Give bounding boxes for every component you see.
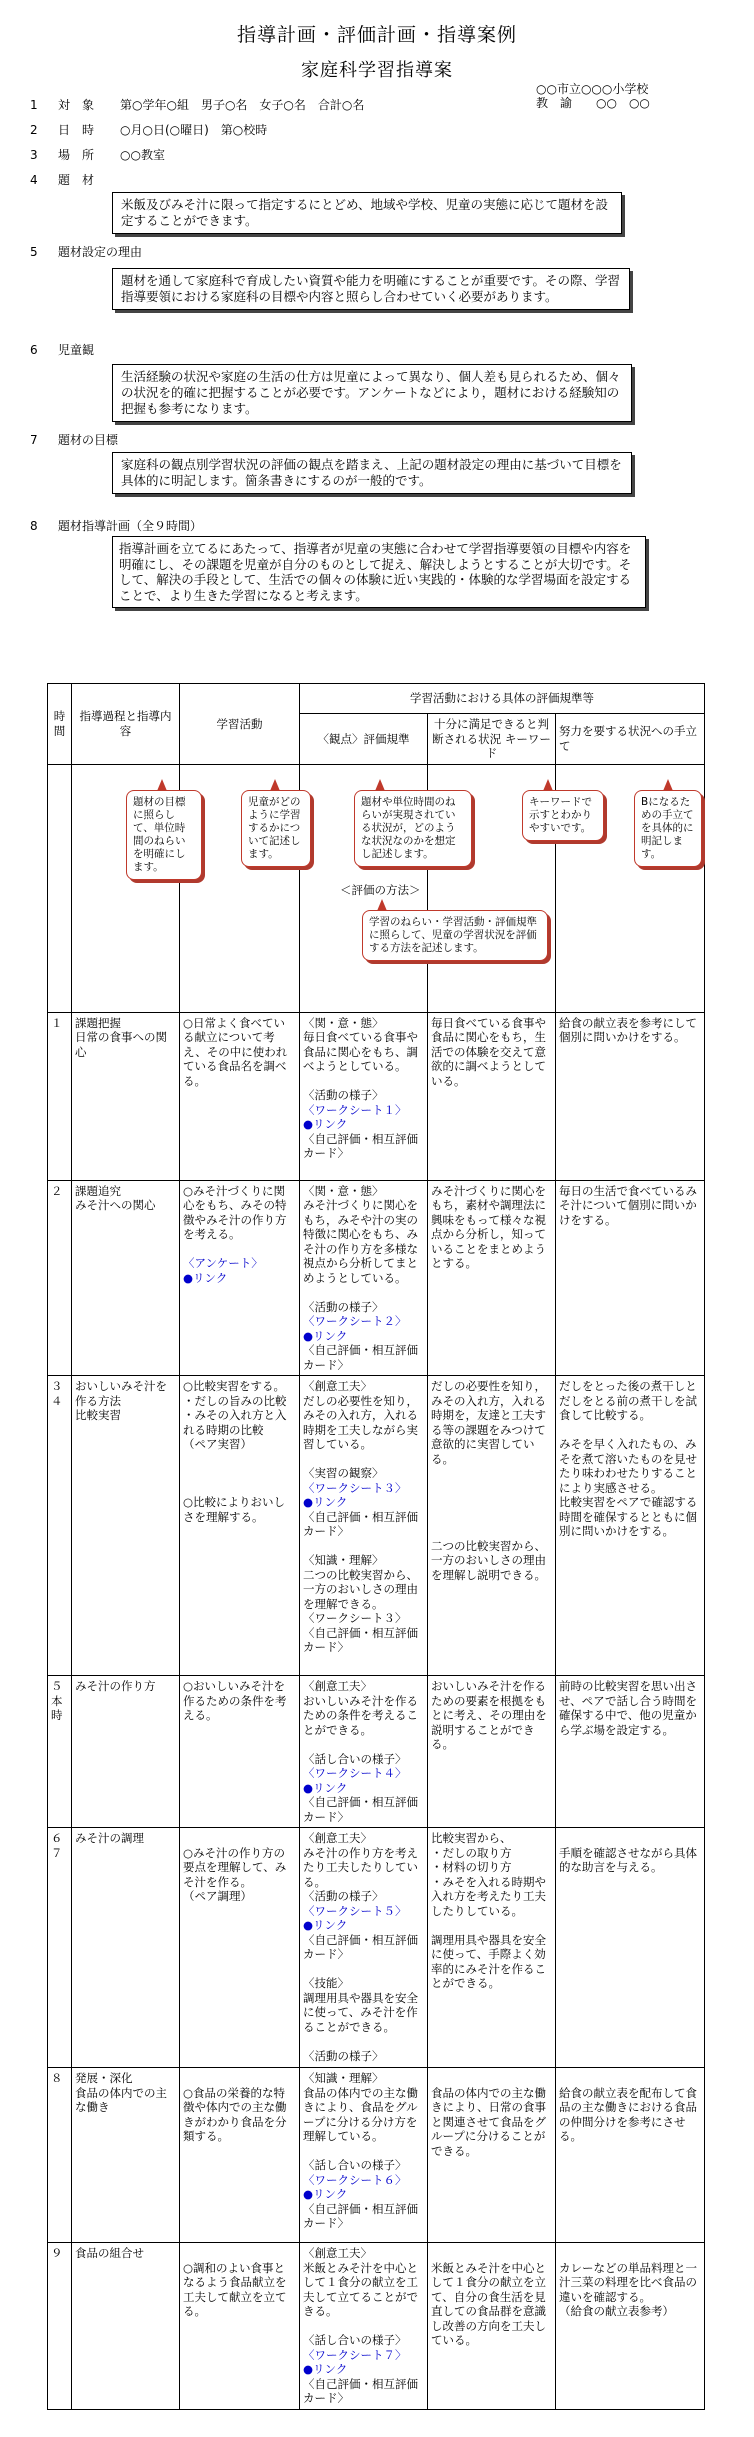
callout-activity: 児童がどのように学習するかについて記述します。 (241, 790, 311, 867)
link-3[interactable]: ● リンク (303, 1495, 424, 1510)
table-row: ３ ４ おいしいみそ汁を作る方法 比較実習 ○比較実習をする。 ・だしの旨みの比較 ・みその入れ方と入れる時期の比較 （ペア実習） ○比較によりおいしさを理解する。 〈創意工夫〉 だしの必要性を知り，みその入れ方，入れる時期を工夫しながら実習している。 〈実習の観察〉 〈ワークシート３〉 ● リンク 〈自己評価・相互評価カード〉 〈知識・理解〉 二つの比較実習から、一方のおいしさの理由を理解できる。 〈ワークシート３〉 〈自己評価・相互評価カード〉 だしの必要性を知り，みその入れ方，入れる時期を，友達と工夫する等の課題をみつけて意欲的に実習している。 二つの比較実習から、一方のおいしさの理由を理解し説明できる。 だしをとった後の煮干しとだしをとる前の煮干しを試食して比較する。 みそを早く入れたもの、みそを煮て溶いたものを見せたり味わわせたりすることにより実感させる。 比較実習をペアで確認する時間を確保するとともに個別に問いかけをする。 (48, 1376, 705, 1676)
link-5[interactable]: ● リンク (303, 1918, 424, 1933)
callout-method: 学習のねらい・学習活動・評価規準に照らして、児童の学習状況を評価する方法を記述します。 (362, 910, 548, 961)
item-plan: 8 題材指導計画（全９時間） (30, 519, 203, 533)
item-subject: 4 題 材 (30, 173, 95, 187)
link-2[interactable]: ● リンク (303, 1329, 424, 1344)
col-criteria: 学習活動における具体の評価規準等 (300, 684, 705, 714)
item-goal: 7 題材の目標 (30, 433, 119, 447)
survey-link[interactable]: 〈アンケート〉 (183, 1256, 263, 1270)
item-children: 6 児童観 (30, 343, 95, 357)
callout-keyword: キーワードで示すとわかりやすいです。 (522, 790, 604, 841)
reason-note-box: 題材を通して家庭科で育成したい資質や能力を明確にすることが重要です。その際、学習指導要領における家庭科の目標や内容と照らし合わせていく必要があります。 (112, 268, 630, 310)
item-target: 1 対 象 第○学年○組 男子○名 女子○名 合計○名 (30, 98, 365, 112)
link-1[interactable]: ● リンク (303, 1117, 424, 1132)
col-time: 時間 (48, 684, 72, 765)
table-row: ５ 本時 みそ汁の作り方 ○おいしいみそ汁を作るための条件を考える。 〈創意工夫〉 おいしいみそ汁を作るための条件を考えることができる。 〈話し合いの様子〉 〈ワークシート４〉 ● リンク 〈自己評価・相互評価カード〉 おいしいみそ汁を作るための要素を根拠をもとに考え、その理由を説明することができる。 前時の比較実習を思い出させ、ペアで話し合う時間を確保する中で、他の児童から学ぶ場を設定する。 (48, 1676, 705, 1828)
page-subtitle: 家庭科学習指導案 (301, 60, 453, 81)
plan-note-box: 指導計画を立てるにあたって、指導者が児童の実態に合わせて学習指導要領の目標や内容を明確にし、その課題を児童が自分のものとして捉え、解決しようとすることが大切です。そして、解決の手段として、生活での個々の体験に近い実践的・体験的な学習場面を設定することで、より生きた学習になると考えます。 (112, 536, 646, 608)
col-effort: 努力を要する状況への手立て (556, 714, 705, 765)
method-label: ＜評価の方法＞ (340, 883, 421, 897)
table-row: ２ 課題追究 みそ汁への関心 ○みそ汁づくりに関心をもち、みその特徴やみそ汁の作り方を考える。 〈アンケート〉 ● リンク 〈関・意・態〉 みそ汁づくりに関心をもち，みそや汁の実の特徴に関心をもち、みそ汁の作り方を多様な視点から分析してまとめようとしている。 〈活動の様子〉 〈ワークシート２〉 ● リンク 〈自己評価・相互評価カード〉 みそ汁づくりに関心をもち，素材や調理法に興味をもって様々な視点から分析し，知っていることをまとめようとする。 毎日の生活で食べているみそ汁について個別に問いかけをする。 (48, 1180, 705, 1376)
callout-goal: 題材の目標に照らして、単位時間のねらいを明確にします。 (126, 790, 202, 880)
link-4[interactable]: ● リンク (303, 1781, 424, 1796)
item-place: 3 場 所 ○○教室 (30, 148, 165, 162)
page-title: 指導計画・評価計画・指導案例 (236, 24, 517, 46)
item-datetime: 2 日 時 ○月○日(○曜日) 第○校時 (30, 123, 268, 137)
item-reason: 5 題材設定の理由 (30, 245, 143, 259)
goal-note-box: 家庭科の観点別学習状況の評価の観点を踏まえ、上記の題材設定の理由に基づいて目標を具体的に明記します。箇条書きにするのが一般的です。 (112, 452, 632, 494)
table-row: １ 課題把握 日常の食事への関心 ○日常よく食べている献立について考え、その中に使われている食品名を調べる。 〈関・意・態〉 毎日食べている食事や食品に関心をもち、調べようとしている。 〈活動の様子〉 〈ワークシート１〉 ● リンク 〈自己評価・相互評価カード〉 毎日食べている食事や食品に関心をもち，生活での体験を交えて意欲的に調べようとしている。 給食の献立表を参考にして個別に問いかけをする。 (48, 1012, 705, 1180)
col-satisfy: 十分に満足できると判断される状況 キーワード (428, 714, 556, 765)
callout-criteria: 題材や単位時間のねらいが実現されている状況が，どのような状況なのかを想定し記述します。 (354, 790, 472, 867)
col-process: 指導過程と指導内容 (72, 684, 180, 765)
col-activity: 学習活動 (180, 684, 300, 765)
link-6[interactable]: ● リンク (303, 2187, 424, 2202)
teacher-name: 教 諭 ○○ ○○ (536, 96, 650, 110)
table-row: ８ 発展・深化 食品の体内での主な働き ○食品の栄養的な特徴や体内での主な働きがわかり食品を分類する。 〈知識・理解〉 食品の体内での主な働きにより、食品をグループに分ける分け方を理解している。 〈話し合いの様子〉 〈ワークシート６〉 ● リンク 〈自己評価・相互評価カード〉 食品の体内での主な働きにより、日常の食事と関連させて食品をグループに分けることができる。 給食の献立表を配布して食品の主な働きにおける食品の仲間分けを参考にさせる。 (48, 2068, 705, 2243)
link-survey[interactable]: ● リンク (183, 1271, 296, 1286)
children-note-box: 生活経験の状況や家庭の生活の仕方は児童によって異なり、個人差も見られるため、個々の状況を的確に把握することが必要です。アンケートなどにより，題材における経験知の把握も参考になります。 (112, 364, 632, 422)
callout-support: Bになるための手立てを具体的に明記します。 (634, 790, 702, 867)
table-row: ６ ７ みそ汁の調理 ○みそ汁の作り方の要点を理解して、みそ汁を作る。 （ペア調理） 〈創意工夫〉 みそ汁の作り方を考えたり工夫したりしている。 〈活動の様子〉 〈ワークシート５〉 ● リンク 〈自己評価・相互評価カード〉 〈技能〉 調理用具や器具を安全に使って、みそ汁を作ることができる。 〈活動の様子〉 比較実習から、 ・だしの取り方 ・材料の切り方 ・みそを入れる時期や入れ方を考えたり工夫したりしている。 調理用具や器具を安全に使って、手際よく効率的にみそ汁を作ることができる。 手順を確認させながら具体的な助言を与える。 (48, 1828, 705, 2068)
subject-note-box: 米飯及びみそ汁に限って指定するにとどめ、地域や学校、児童の実態に応じて題材を設定することができます。 (112, 192, 622, 234)
col-view: 〈観点〉評価規準 (300, 714, 428, 765)
school-name: ○○市立○○○小学校 (536, 82, 649, 96)
link-7[interactable]: ● リンク (303, 2362, 424, 2377)
school-info (536, 82, 650, 110)
table-row: ９ 食品の組合せ ○調和のよい食事となるよう食品献立を工夫して献立を立てる。 〈創意工夫〉 米飯とみそ汁を中心として１食分の献立を工夫して立てることができる。 〈話し合いの様子〉 〈ワークシート７〉 ● リンク 〈自己評価・相互評価カード〉 米飯とみそ汁を中心として１食分の献立を立て、自分の食生活を見直しての食品群を意識し改善の方向を工夫している。 カレーなどの単品料理と一汁三菜の料理を比べ食品の違いを確認する。 （給食の献立表参考） (48, 2243, 705, 2410)
